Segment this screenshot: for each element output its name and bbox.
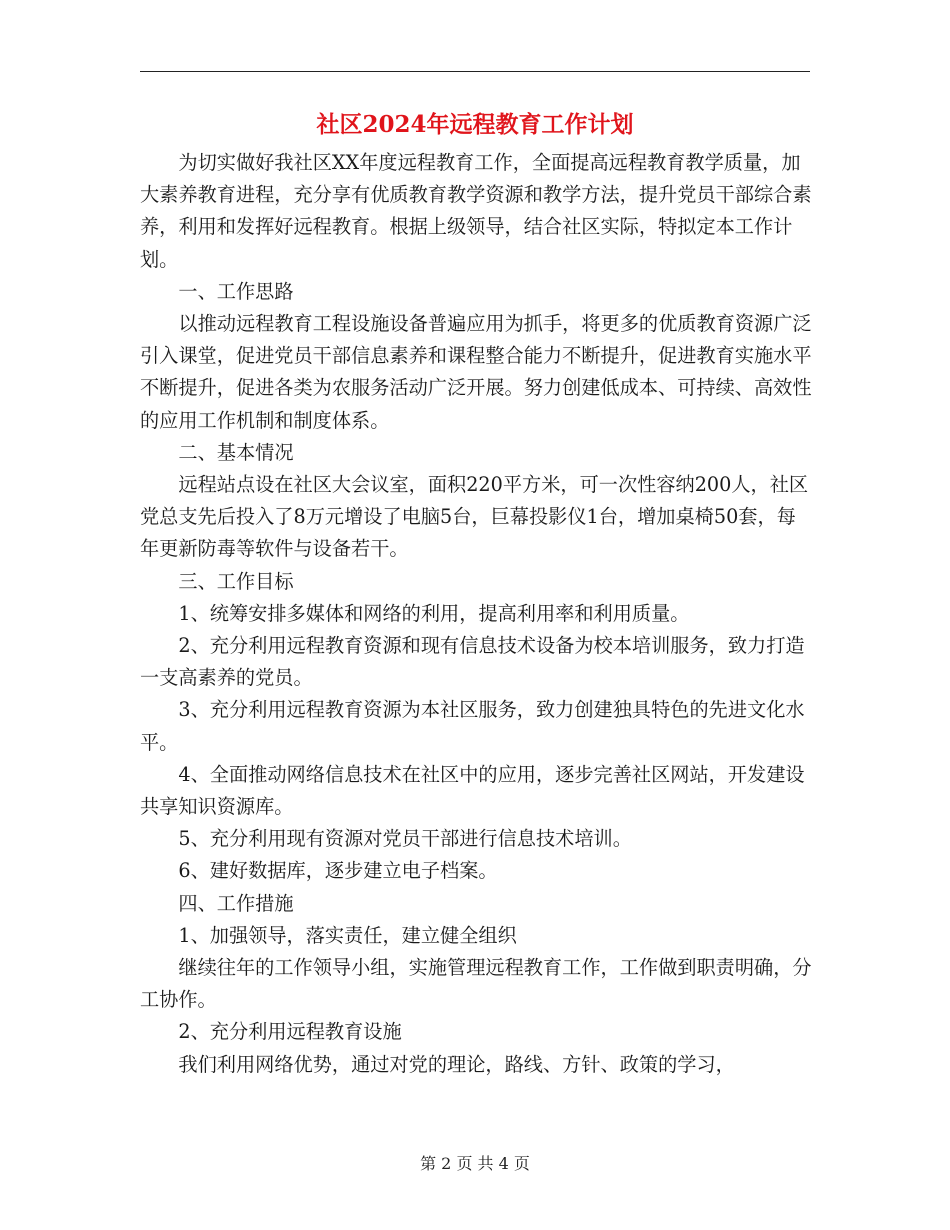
document-body — [140, 147, 812, 1081]
heading-2: 二、基本情况 — [178, 440, 294, 464]
paragraph-intro: 为切实做好我社区XX年度远程教育工作，全面提高远程教育教学质量，加大素养教育进程，充分享有优质教育教学资源和教学方法，提升党员干部综合素养，利用和发挥好远程教育。根据上级领导，结合社区实际，特拟定本工作计划。 — [140, 151, 812, 271]
paragraph: 以推动远程教育工程设施设备普遍应用为抓手，将更多的优质教育资源广泛引入课堂，促进党员干部信息素养和课程整合能力不断提升，促进教育实施水平不断提升，促进各类为农服务活动广泛开展。努力创建低成本、可持续、高效性的应用工作机制和制度体系。 — [140, 312, 812, 432]
paragraph: 远程站点设在社区大会议室，面积220平方米，可一次性容纳200人，社区党总支先后投入了8万元增设了电脑5台，巨幕投影仪1台，增加桌椅50套，每年更新防毒等软件与设备若干。 — [140, 473, 809, 561]
paragraph: 继续往年的工作领导小组，实施管理远程教育工作，工作做到职责明确，分工协作。 — [140, 956, 812, 1012]
heading-1: 一、工作思路 — [178, 279, 294, 303]
list-item: 2、充分利用远程教育资源和现有信息技术设备为校本培训服务，致力打造一支高素养的党员。 — [140, 634, 805, 690]
list-item: 6、建好数据库，逐步建立电子档案。 — [178, 859, 498, 883]
paragraph: 我们利用网络优势，通过对党的理论，路线、方针、政策的学习， — [178, 1052, 735, 1076]
list-item: 5、充分利用现有资源对党员干部进行信息技术培训。 — [178, 827, 632, 851]
list-item: 3、充分利用远程教育资源为本社区服务，致力创建独具特色的先进文化水平。 — [140, 698, 805, 754]
heading-3: 三、工作目标 — [178, 569, 294, 593]
heading-4: 四、工作措施 — [178, 891, 294, 915]
subheading: 2、充分利用远程教育设施 — [178, 1020, 402, 1044]
list-item: 1、统筹安排多媒体和网络的利用，提高利用率和利用质量。 — [178, 601, 690, 625]
subheading: 1、加强领导，落实责任，建立健全组织 — [178, 923, 517, 947]
page-footer: 第 2 页 共 4 页 — [420, 1154, 530, 1173]
header-rule — [140, 71, 810, 72]
document-title: 社区2024年远程教育工作计划 — [316, 111, 634, 138]
list-item: 4、全面推动网络信息技术在社区中的应用，逐步完善社区网站，开发建设共享知识资源库。 — [140, 762, 805, 819]
